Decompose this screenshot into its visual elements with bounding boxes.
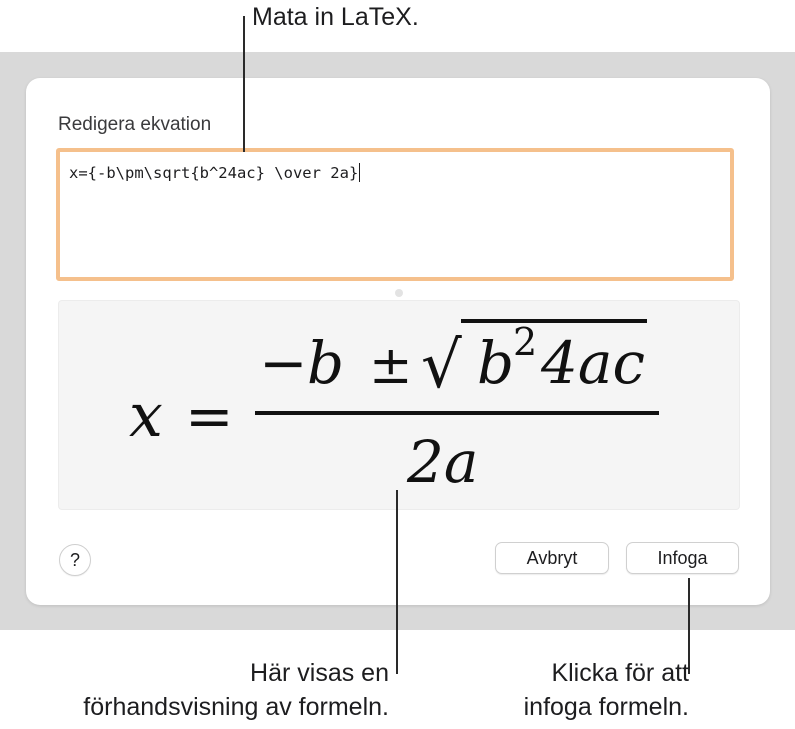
callout-leader-preview bbox=[396, 490, 398, 674]
formula-minus: − bbox=[259, 329, 308, 397]
formula-plus-minus: ± bbox=[369, 336, 413, 396]
formula-radicand-b: b bbox=[477, 329, 515, 397]
equation-dialog bbox=[26, 78, 770, 605]
formula-num-b: b bbox=[307, 329, 345, 397]
formula-radicand-rest: 4ac bbox=[541, 329, 645, 397]
formula-render bbox=[59, 301, 739, 509]
text-caret bbox=[359, 163, 360, 182]
callout-insert-line1: Klicka för att bbox=[551, 659, 689, 687]
cancel-button[interactable]: Avbryt bbox=[495, 542, 609, 574]
resize-handle[interactable] bbox=[395, 289, 403, 297]
formula-radical: √ bbox=[421, 329, 462, 403]
formula-lhs: x bbox=[129, 381, 163, 451]
formula-equals: = bbox=[185, 382, 234, 450]
callout-preview-line1: Här visas en bbox=[250, 659, 389, 687]
dialog-title: Redigera ekvation bbox=[58, 114, 212, 135]
insert-button[interactable]: Infoga bbox=[626, 542, 739, 574]
callout-leader-top bbox=[243, 16, 245, 152]
callout-enter-latex: Mata in LaTeX. bbox=[252, 3, 419, 31]
callout-preview bbox=[83, 656, 389, 724]
formula-exponent: 2 bbox=[513, 320, 538, 364]
callout-preview-line2: förhandsvisning av formeln. bbox=[83, 693, 389, 721]
formula-preview bbox=[58, 300, 740, 510]
help-button[interactable]: ? bbox=[59, 544, 91, 576]
formula-denominator: 2a bbox=[407, 428, 479, 496]
callout-insert bbox=[524, 656, 689, 724]
callout-insert-line2: infoga formeln. bbox=[523, 693, 689, 721]
latex-input[interactable] bbox=[56, 148, 734, 281]
latex-input-text: x={-b\pm\sqrt{b^24ac} \over 2a} bbox=[69, 164, 359, 182]
